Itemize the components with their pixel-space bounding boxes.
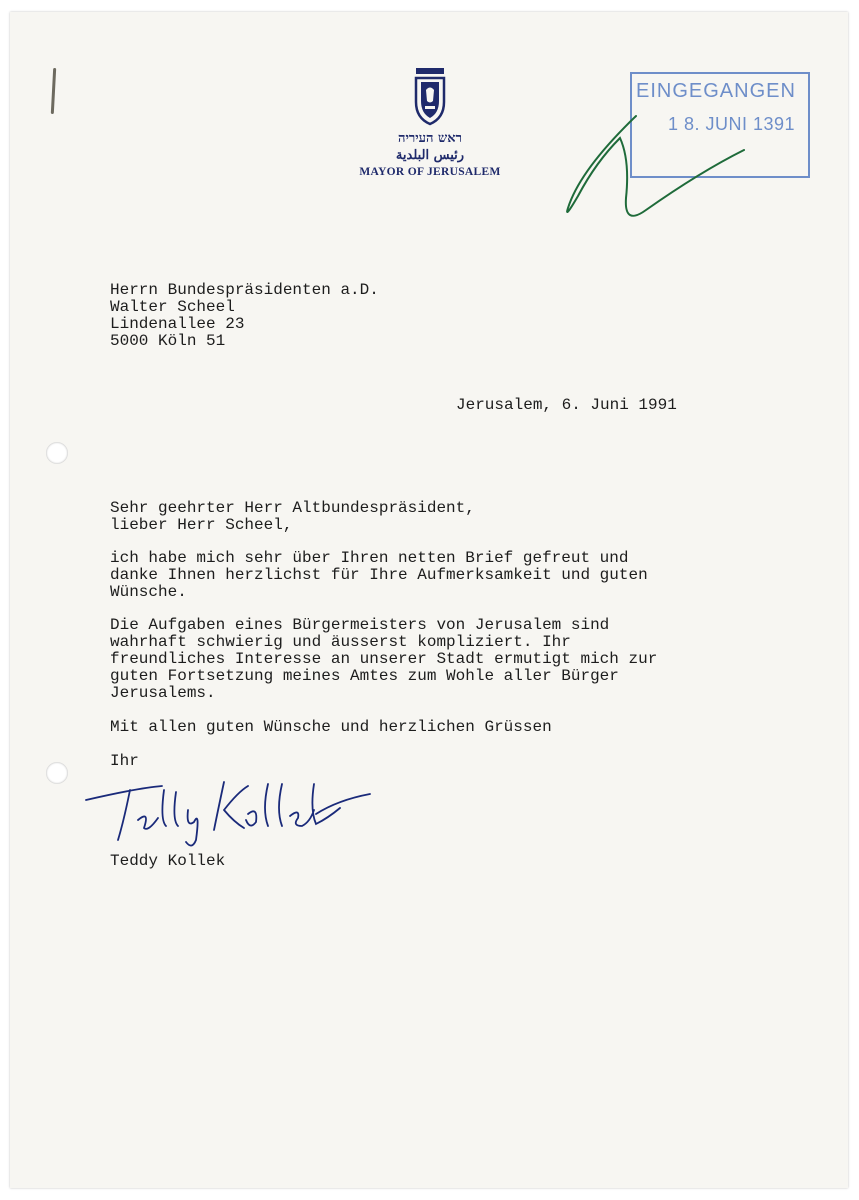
recipient-line-4: 5000 Köln 51: [110, 332, 226, 350]
punch-hole-top: [46, 442, 68, 464]
salutation-line-2: lieber Herr Scheel,: [110, 516, 293, 534]
signer-name: Teddy Kollek: [110, 852, 226, 870]
letterhead-english: MAYOR OF JERUSALEM: [359, 166, 501, 178]
handwritten-signature: [78, 770, 378, 850]
recipient-address: [110, 282, 379, 350]
jerusalem-emblem-icon: [413, 68, 447, 126]
closing-word: Ihr: [110, 752, 139, 770]
punch-hole-bottom: [46, 762, 68, 784]
stamp-date: 1 8. JUNI 1391: [668, 114, 796, 134]
letterhead-arabic: رئيس البلدية: [395, 148, 465, 163]
staple: [51, 68, 56, 114]
salutation: [110, 500, 475, 534]
recipient-line-2: Walter Scheel: [110, 298, 235, 316]
salutation-line-1: Sehr geehrter Herr Altbundespräsident,: [110, 499, 475, 517]
dateline: Jerusalem, 6. Juni 1991: [456, 396, 677, 414]
recipient-line-1: Herrn Bundespräsidenten a.D.: [110, 281, 379, 299]
stamp-title: EINGEGANGEN: [636, 80, 796, 102]
green-ink-mark: [560, 100, 760, 230]
closing-line: Mit allen guten Wünsche und herzlichen Grüssen: [110, 718, 552, 736]
body-paragraph-1: ich habe mich sehr über Ihren netten Brief gefreut und danke Ihnen herzlichst für Ihre Aufmerksamkeit und guten Wünsche.: [110, 549, 648, 601]
letterhead: [330, 68, 530, 180]
body-paragraph-2: Die Aufgaben eines Bürgermeisters von Jerusalem sind wahrhaft schwierig und äusserst kompliziert. Ihr freundliches Interesse an unserer Stadt ermutigt mich zur guten Fortsetzung meines Amtes zum Wohle aller Bürger Jerusalems.: [110, 616, 658, 702]
recipient-line-3: Lindenallee 23: [110, 315, 245, 333]
letterhead-hebrew: ראש העיריה: [398, 131, 462, 146]
